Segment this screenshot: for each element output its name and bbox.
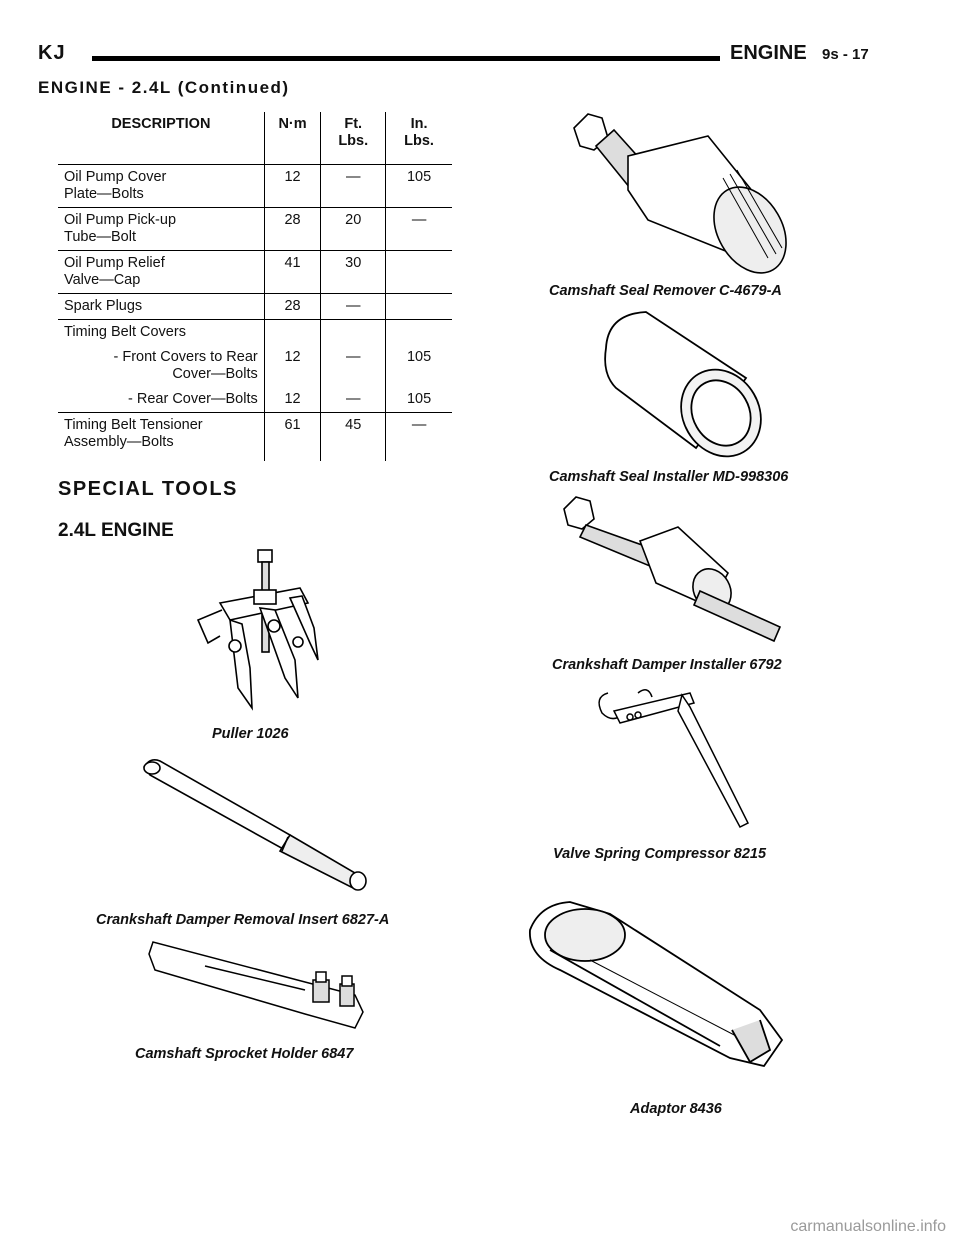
- caption-damper-insert: Crankshaft Damper Removal Insert 6827-A: [96, 912, 390, 928]
- watermark: carmanualsonline.info: [790, 1218, 946, 1235]
- table-header-ft-lbs: Ft. Lbs.: [321, 112, 386, 165]
- caption-puller: Puller 1026: [212, 726, 289, 742]
- table-row: Oil Pump Cover Plate—Bolts 12 — 105: [58, 165, 452, 208]
- valve-compressor-illustration: [590, 685, 780, 830]
- table-row: Oil Pump Pick-up Tube—Bolt 28 20 —: [58, 208, 452, 251]
- table-row: Spark Plugs 28 —: [58, 294, 452, 320]
- seal-installer-illustration: [596, 308, 766, 458]
- caption-seal-installer: Camshaft Seal Installer MD-998306: [549, 469, 789, 485]
- puller-illustration: [190, 548, 330, 713]
- header-model: KJ: [38, 42, 66, 64]
- section-title: ENGINE - 2.4L (Continued): [38, 78, 290, 97]
- table-row: - Rear Cover—Bolts 12 — 105: [58, 387, 452, 413]
- caption-adaptor: Adaptor 8436: [630, 1101, 722, 1117]
- table-row: - Front Covers to Rear Cover—Bolts 12 — 105: [58, 345, 452, 387]
- engine-heading: 2.4L ENGINE: [58, 520, 174, 541]
- torque-spec-table: [58, 112, 452, 461]
- table-header-description: DESCRIPTION: [58, 112, 264, 165]
- table-row: Timing Belt Covers: [58, 320, 452, 346]
- seal-remover-illustration: [568, 108, 788, 280]
- adaptor-illustration: [520, 890, 790, 1070]
- caption-seal-remover: Camshaft Seal Remover C-4679-A: [549, 283, 782, 299]
- caption-valve-compressor: Valve Spring Compressor 8215: [553, 846, 767, 862]
- table-header-nm: N·m: [264, 112, 321, 165]
- table-header-in-lbs: In. Lbs.: [386, 112, 452, 165]
- header-section: ENGINE: [730, 42, 807, 64]
- page-number: 9s - 17: [822, 46, 869, 63]
- table-row: Timing Belt Tensioner Assembly—Bolts 61 45 —: [58, 413, 452, 462]
- special-tools-heading: SPECIAL TOOLS: [58, 478, 238, 500]
- table-row: Oil Pump Relief Valve—Cap 41 30: [58, 251, 452, 294]
- header-rule: [92, 56, 720, 61]
- sprocket-holder-illustration: [145, 940, 375, 1035]
- caption-sprocket-holder: Camshaft Sprocket Holder 6847: [135, 1046, 354, 1062]
- caption-damper-installer: Crankshaft Damper Installer 6792: [552, 657, 782, 673]
- damper-installer-illustration: [560, 495, 790, 645]
- damper-insert-illustration: [140, 755, 380, 895]
